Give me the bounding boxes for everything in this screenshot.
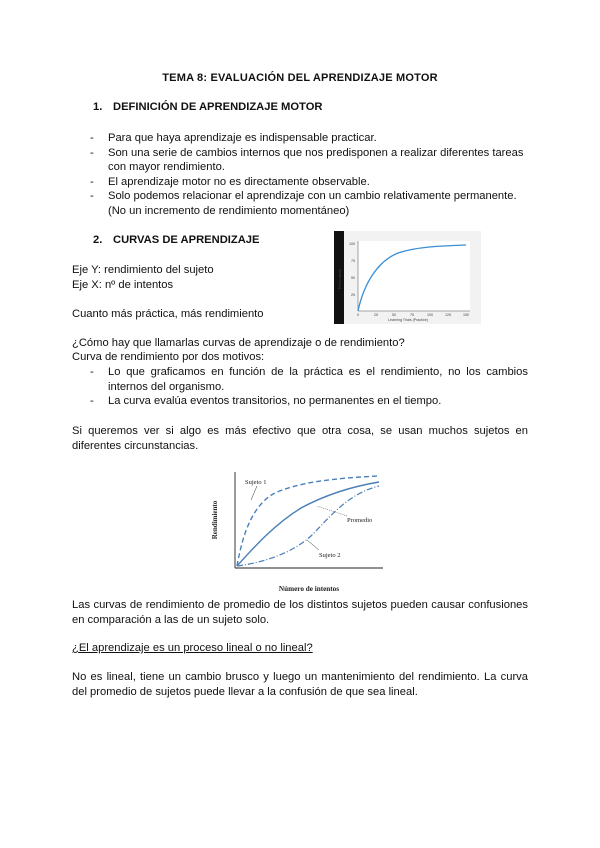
subject-2-leader [307,540,319,550]
learning-curve-figure [334,231,481,324]
fig1-y-axis-label: Performance [338,268,342,290]
plot-area [358,241,470,311]
fig1-x-tick-label: 100 [427,313,433,317]
subject-2-label: Sujeto 2 [319,552,341,559]
average-paragraph: Las curvas de rendimiento de promedio de los distintos sujetos pueden causar confusiones en comparación a las de un sujeto solo. [72,599,528,626]
fig1-x-tick-label: 75 [410,313,414,317]
axis-y-definition: Eje Y: rendimiento del sujeto [72,264,214,276]
list-item: - Para que haya aprendizaje es indispensable practicar. [90,131,530,146]
curve-naming-question: ¿Cómo hay que llamarlas curvas de aprendizaje o de rendimiento? [72,337,405,349]
average-label: Promedio [347,517,373,524]
subject-2-curve [237,486,379,566]
fig1-y-tick-label: 25 [351,293,355,298]
list-item: - La curva evalúa eventos transitorios, no permanentes en el tiempo. [90,394,528,409]
reasons-intro: Curva de rendimiento por dos motivos: [72,351,265,363]
subject-1-label: Sujeto 1 [245,479,267,486]
fig1-x-tick-label: 0 [357,313,359,317]
fig2-x-axis-label: Número de intentos [278,585,340,593]
subjects-paragraph: Si queremos ver si algo es más efectivo que otra cosa, se usan muchos sujetos en diferentes circunstancias. [72,425,528,452]
subject-curves-figure [207,462,389,594]
section-1-heading [93,101,322,113]
learning-curve-chart [334,231,481,324]
section-1-number: 1. [93,101,103,113]
section-1-title: DEFINICIÓN DE APRENDIZAJE MOTOR [113,101,323,113]
fig1-x-tick-label: 150 [463,313,469,317]
fig1-x-tick-label: 25 [374,313,378,317]
document-title: TEMA 8: EVALUACIÓN DEL APRENDIZAJE MOTOR [162,72,438,84]
reasons-list [90,365,528,409]
fig2-y-axis-label: Rendimiento [211,500,219,540]
list-item: - Solo podemos relacionar el aprendizaje con un cambio relativamente permanente. (No un incremento de rendimiento momentáneo) [90,189,530,218]
fig1-y-tick-label: 75 [351,259,355,264]
list-item: - El aprendizaje motor no es directamente observable. [90,175,530,190]
section-2-title: CURVAS DE APRENDIZAJE [113,234,260,246]
section-2-number: 2. [93,234,103,246]
fig1-y-tick-label: 100 [349,242,355,247]
fig1-y-tick-label: 50 [351,276,355,281]
fig1-x-tick-label: 50 [392,313,396,317]
subject-curves-chart [207,462,389,594]
fig1-x-axis-label: Learning Trials (Practice) [388,318,428,322]
linear-question: ¿El aprendizaje es un proceso lineal o no lineal? [72,642,313,654]
linear-answer: No es lineal, tiene un cambio brusco y luego un mantenimiento del rendimiento. La curva del promedio de sujetos puede llevar a la confusión de que sea lineal. [72,671,528,698]
axis-x-definition: Eje X: nº de intentos [72,279,174,291]
fig1-x-tick-label: 125 [445,313,451,317]
practice-statement: Cuanto más práctica, más rendimiento [72,308,264,320]
section-2-heading [93,234,260,246]
list-item: - Son una serie de cambios internos que nos predisponen a realizar diferentes tareas con mayor rendimiento. [90,146,530,175]
subject-1-leader [251,486,257,500]
list-item: - Lo que graficamos en función de la práctica es el rendimiento, no los cambios internos del organismo. [90,365,528,394]
section-1-bullet-list [90,131,530,218]
